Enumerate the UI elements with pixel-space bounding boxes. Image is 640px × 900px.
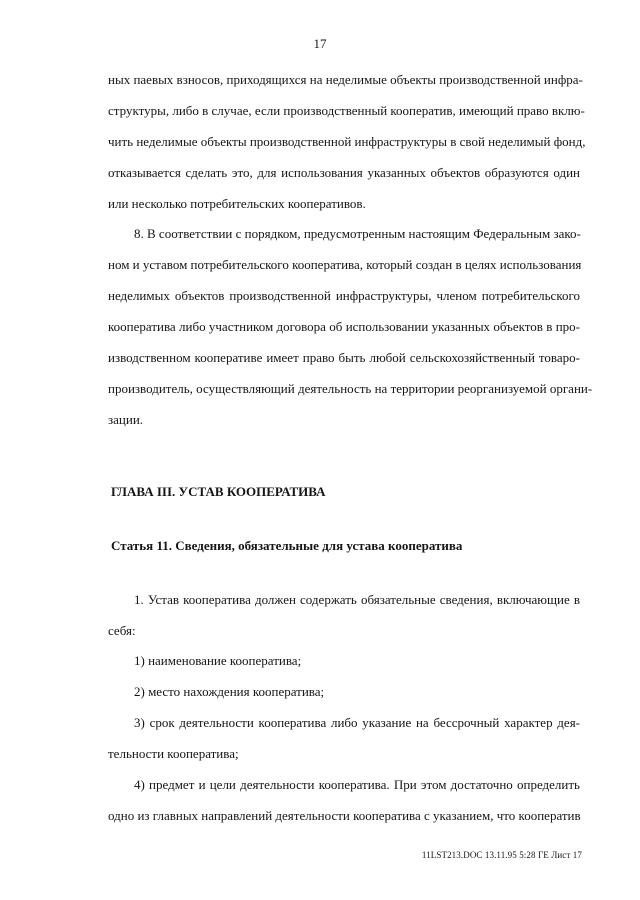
list-item: 2) место нахождения кооператива;: [134, 684, 325, 699]
text-line: ных паевых взносов, приходящихся на неделимые объекты производственной инфра-: [108, 72, 583, 87]
list-item: 4) предмет и цели деятельности кооператива. При этом достаточно определить: [134, 777, 580, 792]
text-line: ном и уставом потребительского кооператива, который создан в целях использования: [108, 257, 582, 272]
paragraph-start-line: 1. Устав кооператива должен содержать обязательные сведения, включающие в: [134, 592, 580, 607]
text-line: изводственном кооперативе имеет право быть любой сельскохозяйственный товаро-: [108, 350, 580, 365]
text-line: производитель, осуществляющий деятельность на территории реорганизуемой органи-: [108, 381, 593, 396]
text-line: отказывается сделать это, для использования указанных объектов образуются один: [108, 165, 580, 180]
paragraph-start-line: 8. В соответствии с порядком, предусмотренным настоящим Федеральным зако-: [134, 226, 581, 241]
text-line: одно из главных направлений деятельности кооператива с указанием, что кооператив: [108, 808, 581, 823]
list-item: 1) наименование кооператива;: [134, 653, 302, 668]
text-line: неделимых объектов производственной инфраструктуры, членом потребительского: [108, 288, 580, 303]
text-line: тельности кооператива;: [108, 746, 239, 761]
article-heading: Статья 11. Сведения, обязательные для устава кооператива: [111, 538, 463, 553]
text-line: или несколько потребительских кооперативов.: [108, 196, 366, 211]
list-item: 3) срок деятельности кооператива либо указание на бессрочный характер дея-: [134, 715, 580, 730]
chapter-heading: ГЛАВА III. УСТАВ КООПЕРАТИВА: [111, 484, 326, 499]
document-footer: 11LST213.DOC 13.11.95 5:28 ГЕ Лист 17: [421, 850, 582, 860]
page-number: 17: [313, 36, 327, 51]
text-line: себя:: [108, 623, 136, 638]
text-line: чить неделимые объекты производственной инфраструктуры в свой неделимый фонд,: [108, 134, 586, 149]
text-line: кооператива либо участником договора об использовании указанных объектов в про-: [108, 319, 580, 334]
text-line: зации.: [108, 412, 144, 427]
text-line: структуры, либо в случае, если производственный кооператив, имеющий право вклю-: [108, 103, 585, 118]
